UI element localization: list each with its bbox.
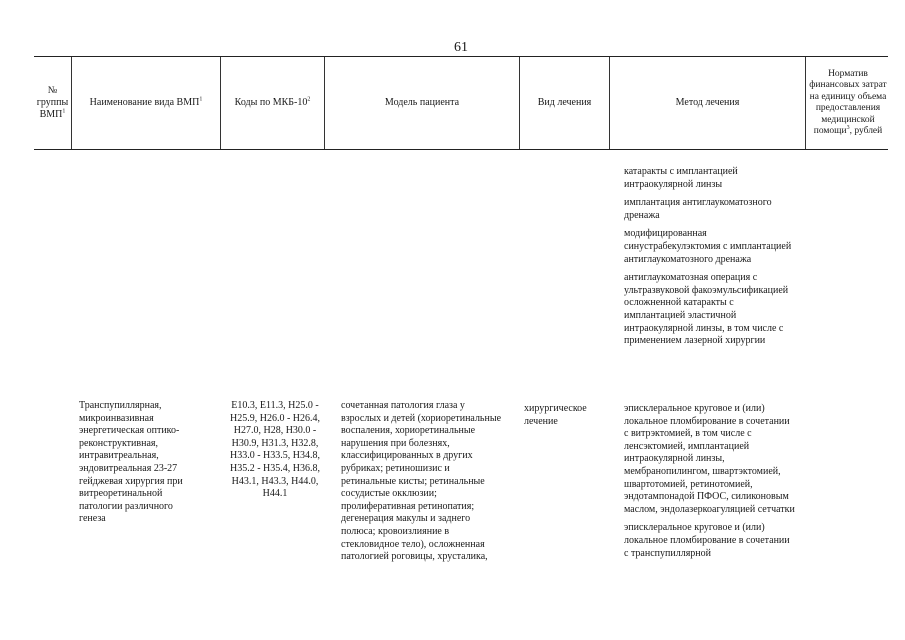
header-icd-codes: Коды по МКБ-$10^2$ bbox=[234, 96, 311, 108]
header-treatment-type: Вид лечения bbox=[537, 97, 592, 108]
header-group-number: № группы ВМП$^1$ bbox=[36, 85, 69, 120]
method-item: антиглаукоматозная операция с ультразвуковой факоэмульсификацией осложненной катаракты с имплантацией эластичной интраокулярной линзы, в том числе с применением лазерной хирургии bbox=[624, 272, 789, 347]
continued-methods-cell bbox=[624, 166, 796, 354]
header-cost-standard: Норматив финансовых затрат на единицу объема предоставления медицинской помощи$^3$, рублей bbox=[809, 68, 887, 136]
table-header bbox=[34, 56, 888, 150]
vmp-name-cell: Транспупиллярная, микроинвазивная энергетическая оптико-реконструктивная, интравитреальная, эндовитреальная 23-27 гейджевая хирургия при витреоретинальной патологии различного генеза bbox=[79, 400, 183, 525]
method-item: имплантация антиглаукоматозного дренажа bbox=[624, 197, 772, 221]
header-vmp-name: Наименование вида ВМП$^1$ bbox=[89, 96, 203, 108]
method-item: катаракты с имплантацией интраокулярной линзы bbox=[624, 166, 738, 190]
treatment-methods-cell bbox=[624, 403, 796, 566]
treatment-type-cell: хирургическое лечение bbox=[524, 403, 587, 427]
patient-model-cell: сочетанная патология глаза у взрослых и детей (хориоретинальные воспаления, хориоретинальные нарушения при болезнях, классифицированных в других рубриках; ретиношизис и ретинальные кисты; ретинальные сосудистые окклюзии; пролиферативная ретинопатия; дегенерация макулы и заднего полюса; кровоизлияние в стекловидное тело), осложненная патологией роговицы, хрусталика, bbox=[341, 400, 502, 563]
method-item: эписклеральное круговое и (или) локальное пломбирование в сочетании с витрэктомией, в том числе с ленсэктомией, имплантацией интраокулярной линзы, мембранопилингом, швартэктомией, швартотомией, ретинотомией, эндотампонадой ПФОС, силиконовым маслом, эндолазеркоагуляцией сетчатки bbox=[624, 403, 795, 515]
column-divider bbox=[805, 57, 806, 149]
header-treatment-method: Метод лечения bbox=[675, 97, 740, 108]
icd-codes-cell: E10.3, E11.3, H25.0 - H25.9, H26.0 - H26.4, H27.0, H28, H30.0 - H30.9, H31.3, H32.8, H33.0 - H33.5, H34.8, H35.2 - H35.4, H36.8, H43.1, H43.3, H44.0, H44.1 bbox=[230, 400, 320, 500]
page-number: 61 bbox=[454, 40, 468, 55]
header-patient-model: Модель пациента bbox=[384, 97, 460, 108]
method-item: эписклеральное круговое и (или) локальное пломбирование в сочетании с транспупиллярной bbox=[624, 522, 790, 559]
method-item: модифицированная синустрабекулэктомия с имплантацией антиглаукоматозного дренажа bbox=[624, 228, 792, 265]
